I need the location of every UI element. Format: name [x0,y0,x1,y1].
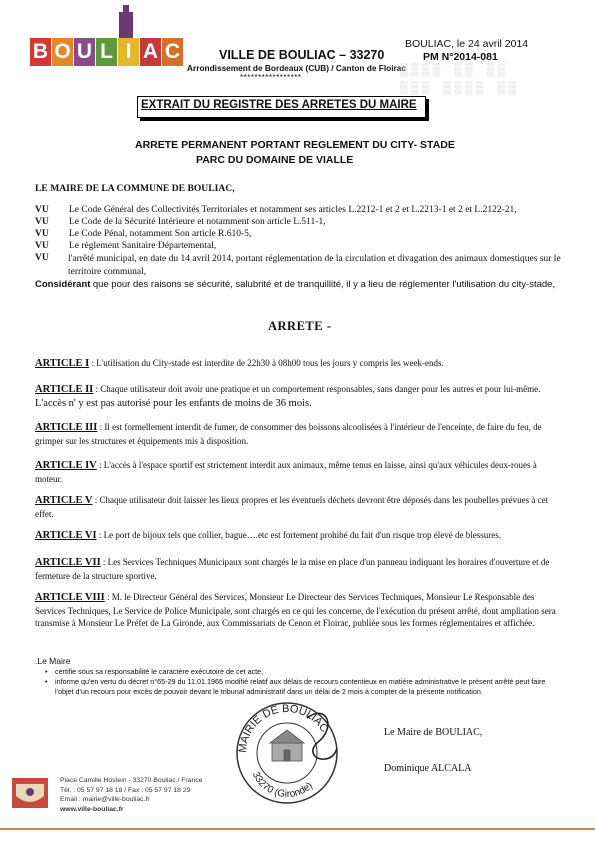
vu-label: VU [35,229,49,239]
article-label: ARTICLE VII [35,557,101,568]
coat-of-arms-icon [10,776,50,810]
article [35,383,565,410]
vu-label: VU [35,253,49,263]
article [35,494,565,520]
logo-letter: B [30,38,51,66]
considerant-text: que pour des raisons se sécurité, salubrité et de tranquillité, il y a lieu de réglementer l'utilisation du city-stade, [92,279,556,290]
logo-letter: O [52,38,73,66]
vu-item [35,229,251,239]
article-text: : Il est formellement interdit de fumer, de consommer des boissons alcoolisées à l'intérieur de l'enceinte, de faire du feu, de grimper sur les structures et équipements mis à disposition. [35,422,542,446]
considerant-label: Considérant [35,279,91,290]
note-item: • informe qu'en vertu du décret n°65-29 du 11.01.1965 modifié relatif aux délais de recours contentieux en matière administrative le présent arrêté peut faire l'objet d'un recours pour excès de pouvoir devant le tribunal administratif dans un délai de 2 mois à compter de la présente notification. [51,677,561,697]
article [35,591,565,630]
article [35,556,565,582]
article-label: ARTICLE III [35,422,98,433]
maire-heading: LE MAIRE DE LA COMMUNE DE BOULIAC, [35,183,235,194]
article-text: : Chaque utilisateur doit avoir une pratique et un comportement responsables, sans danger pour les autres et pour lui-même. [95,384,541,394]
mairie-seal [232,698,342,808]
vu-item [35,253,69,263]
article [35,357,565,371]
seal-subtext: 33270 (Gironde) [249,770,316,801]
article-label: ARTICLE I [35,358,90,369]
article-label: ARTICLE II [35,384,94,395]
article-text: : M. le Directeur Général des Services, Monsieur Le Directeur des Services Techniques, Monsieur Le Responsable des Services Techniques, Le Service de Police Municipale, sont chargés en ce qui les concerne, de l'exécution du présent arrêté, dont ampliation sera transmise à Monsieur Le Préfet de La Gironde, aux Commissariats de Cenon et Floirac, publiée sous les formes réglementaires et affichée. [35,592,556,628]
pm-number: PM N°2014-081 [423,51,498,63]
footer-address: Place Camille Hostein - 33270 Bouliac / France [60,777,203,784]
vu-label: VU [35,205,49,215]
vu-label: VU [35,217,49,227]
logo-letter: U [74,38,95,66]
article-label: ARTICLE VI [35,530,97,541]
logo-letter: I [118,38,139,66]
logo-tower [119,12,133,40]
article-label: ARTICLE IV [35,460,97,471]
considerant [35,279,565,292]
article [35,421,565,447]
town-subtitle: Arrondissement de Bordeaux (CUB) / Canton de Floirac [187,63,406,73]
signature-name: Dominique ALCALA [384,763,472,774]
logo [30,38,183,66]
logo-letter: C [162,38,183,66]
article-text: : L'accès à l'espace sportif est strictement interdit aux animaux, même tenus en laisse, ainsi qu'aux véhicules deux-roues à moteur. [35,460,537,484]
vu-text: Le Code de la Sécurité Intérieure et notamment son article L.511-1, [69,217,326,227]
logo-letter: A [140,38,161,66]
vu-text: l'arrêté municipal, en date du 14 avril 2014, portant réglementation de la circulation et divagation des animaux domestiques sur le territoire communal, [68,254,561,277]
vu-text: Le Code Général des Collectivités Territoriales et notamment ses articles L.2212-1 et 2 et L.2213-1 et 2 et L.2122-21, [69,205,517,215]
article [35,529,565,543]
document-date: BOULIAC, le 24 avril 2014 [405,38,529,50]
vu-item [35,241,216,251]
article-label: ARTICLE V [35,495,93,506]
title-line-2: PARC DU DOMAINE DE VIALLE [196,154,354,166]
stamp-mark: ▒▒▒▒ ▒▒ ▒▒ ▒▒▒ ▒▒▒▒ ▒▒ [400,63,519,96]
article [35,459,565,485]
note-item: • certifie sous sa responsabilité le caractère exécutoire de cet acte, [51,667,561,677]
arrete-heading: ARRETE - [268,319,332,333]
vu-item [35,217,326,227]
footer-phone: Tél. : 05 57 97 18 18 / Fax : 05 57 97 18 29 [60,786,191,794]
logo-letter: L [96,38,117,66]
le-maire-label: .Le Maire [35,656,71,666]
extrait-heading: EXTRAIT DU REGISTRE DES ARRETES DU MAIRE [141,99,417,111]
vu-item [35,205,517,215]
signature-title: Le Maire de BOULIAC, [384,727,483,738]
seal-text: MAIRIE DE BOULIAC [236,702,331,754]
article-label: ARTICLE VIII [35,592,105,603]
title-line-1: ARRETE PERMANENT PORTANT REGLEMENT DU CITY- STADE [135,139,455,151]
vu-text: Le Code Pénal, notamment Son article R.610-5, [69,229,252,239]
article-text: : Le port de bijoux tels que collier, bague….etc est fortement prohibé du fait d'un risque trop élevé de blessures. [98,530,501,540]
article-text-emphasis: L'accès n' y est pas autorisé pour les enfants de moins de 36 mois. [35,397,312,409]
footer-website: www.ville-bouliac.fr [60,805,124,813]
vu-label: VU [35,241,49,251]
footer-email: Email : mairie@ville-bouliac.fr [60,796,150,803]
footer-contact [60,776,202,814]
notes-list [51,667,561,697]
article-text: : Chaque utilisateur doit laisser les lieux propres et les éventuels déchets devront être déposés dans les poubelles prévues à cet effet. [35,495,549,519]
stars-divider: ***************** [240,73,302,82]
vu-text: Le règlement Sanitaire Départemental, [69,241,217,251]
article-text: : Les Services Techniques Municipaux sont chargés le la mise en place d'un panneau indiquant les horaires d'ouverture et de fermeture de la structure sportive. [35,557,550,581]
article-text: : L'utilisation du City-stade est interdite de 22h30 à 08h00 tous les jours y compris les week-ends. [91,358,444,368]
footer-divider [0,828,595,830]
town-title: VILLE DE BOULIAC – 33270 [219,48,385,62]
